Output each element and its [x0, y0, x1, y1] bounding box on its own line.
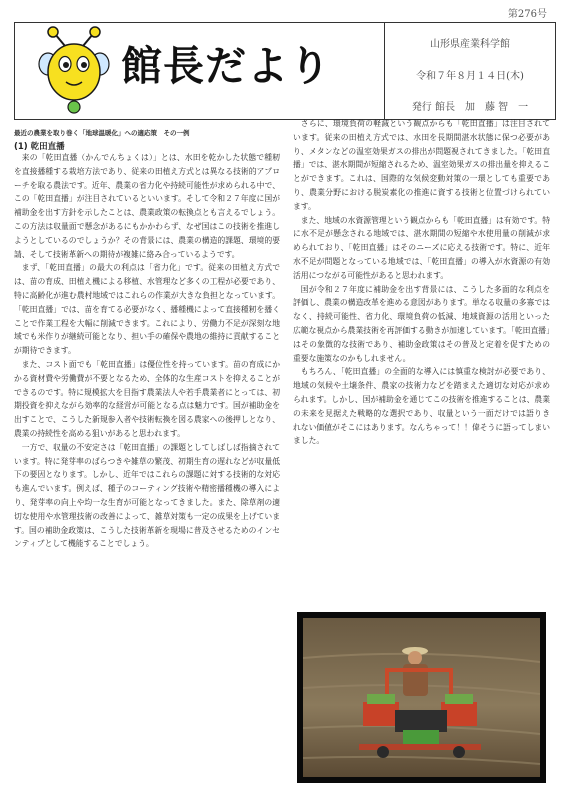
paragraph: さらに、環境負荷の軽減という観点からも「乾田直播」は注目されています。従来の田植え方式では、水田を長期間湛水状態に保つ必要があり、メタンなどの温室効果ガスの排出が問題視されてきました。「乾田直播」では、湛水期間が短縮されるため、温室効果ガスの排出量を抑えることができます。これは、国際的な気候変動対策の一環としても重要であり、農業分野における脱炭素化の推進に資する技術と位置づけられています。: [293, 119, 550, 211]
paragraph: 来の「乾田直播（かんでんちょくは）」とは、水田を乾かした状態で種籾を直接播種する栽培方法であり、従来の田植え方式とは異なる技術的アプローチを取る農法です。近年、農業の省力化や持続可能性が求められる中で、この「乾田直播」が注目されているといいます。そして令和２７年度に国が補助金を出す方針を示したことは、農業政策の転換点とも言えるでしょう。この方法は収量面で懸念があるにもかかわらず、なぜ国はこの技術を推進しようとしているのでしょうか？その背景には、農業の構造的課題、環境的要請、そして技術革新への期待が複雑に絡み合っているようです。: [14, 153, 280, 259]
paragraph: また、コスト面でも「乾田直播」は優位性を持っています。苗の育成にかかる資材費や労働費が不要となるため、全体的な生産コストを抑えることができるのです。特に規模拡大を目指す農業法人や若手農業者にとっては、初期投資を抑えながら効率的な経営が可能となる点は魅力です。国が補助金を出すことで、こうした新規参入者や技術転換を図る農家への後押しとなり、農業の持続性を高める狙いがあると思われます。: [14, 359, 280, 438]
issue-number: 第276号: [507, 9, 547, 20]
header-divider: [384, 23, 385, 119]
article-column-right: [293, 117, 550, 448]
farmer-seeding-photo: [297, 612, 546, 783]
mascot-bee-illustration: [37, 26, 112, 114]
paragraph: また、地域の水資源管理という観点からも「乾田直播」は有効です。特に水不足が懸念される地域では、湛水期間の短縮や水使用量の削減が求められており、「乾田直播」はそのニーズに応える技術です。特に、近年水不足が問題となっている地域では、「乾田直播」の導入が水資源の有効活用につながる可能性があると思われます。: [293, 215, 550, 280]
article-column-left: [14, 151, 280, 551]
paragraph: 一方で、収量の不安定さは「乾田直播」の課題としてしばしば指摘されています。特に発芽率のばらつきや雑草の繁茂、初期生育の遅れなどが収量低下の要因となります。しかし、近年ではこれらの課題に対する技術的な対応も進んでいます。例えば、種子のコーティング技術や精密播種機の導入により、発芽率の向上や均一な生育が可能となってきました。また、除草剤の適切な使用や水管理技術の改善によって、雑草対策も一定の成果を上げています。国の補助金政策は、こうした技術革新を現場に普及させるためのインセンティブとして機能することでしょう。: [14, 442, 280, 549]
section-title: (1) 乾田直播: [14, 142, 65, 152]
paragraph: 国が令和２７年度に補助金を出す背景には、こうした多面的な利点を評価し、農業の構造改革を進める意図があります。単なる収量の多寡ではなく、持続可能性、省力化、環境負荷の低減、地域資源の活用といった広範な視点から農業技術を再評価する動きが加速しています。「乾田直播」はその象徴的な技術であり、補助金政策はその普及と定着を促すための重要な施策なのかもしれません。: [293, 284, 550, 363]
paragraph: もちろん、「乾田直播」の全面的な導入には慎重な検討が必要であり、地域の気候や土壌条件、農家の技術力などを踏まえた適切な対応が求められます。しかし、国が補助金を通じてこの技術を推進することは、農業の未来を見据えた戦略的な選択であり、収量という一面だけでは語りきれない価値がそこにはあります。なんちゃって！！偉そうに語ってしまいました。: [293, 367, 550, 446]
paragraph: まず、「乾田直播」の最大の利点は「省力化」です。従来の田植え方式では、苗の育成、田植え機による移植、水管理など多くの工程が必要であり、特に高齢化が進む農村地域ではこれらの作業が大きな負担となっています。「乾田直播」では、苗を育てる必要がなく、播種機によって直接種籾を播くことで作業工程を大幅に削減できます。これにより、労働力不足が深刻な地域でも米作りが継続可能となり、担い手の確保や農地の維持に貢献することが期待できます。: [14, 263, 280, 356]
seeding-machine-photo: [303, 618, 540, 777]
article-subtitle: 最近の農業を取り巻く「地球温暖化」への適応策 その一例: [14, 129, 190, 137]
newsletter-header: [14, 22, 556, 120]
organization-name: 山形県産業科学館: [430, 39, 510, 50]
newsletter-title: 館長だより: [121, 42, 331, 90]
publisher: 発行 館長 加 藤 智 一: [411, 102, 529, 113]
issue-date: 令和７年８月１４日(木): [416, 71, 524, 82]
